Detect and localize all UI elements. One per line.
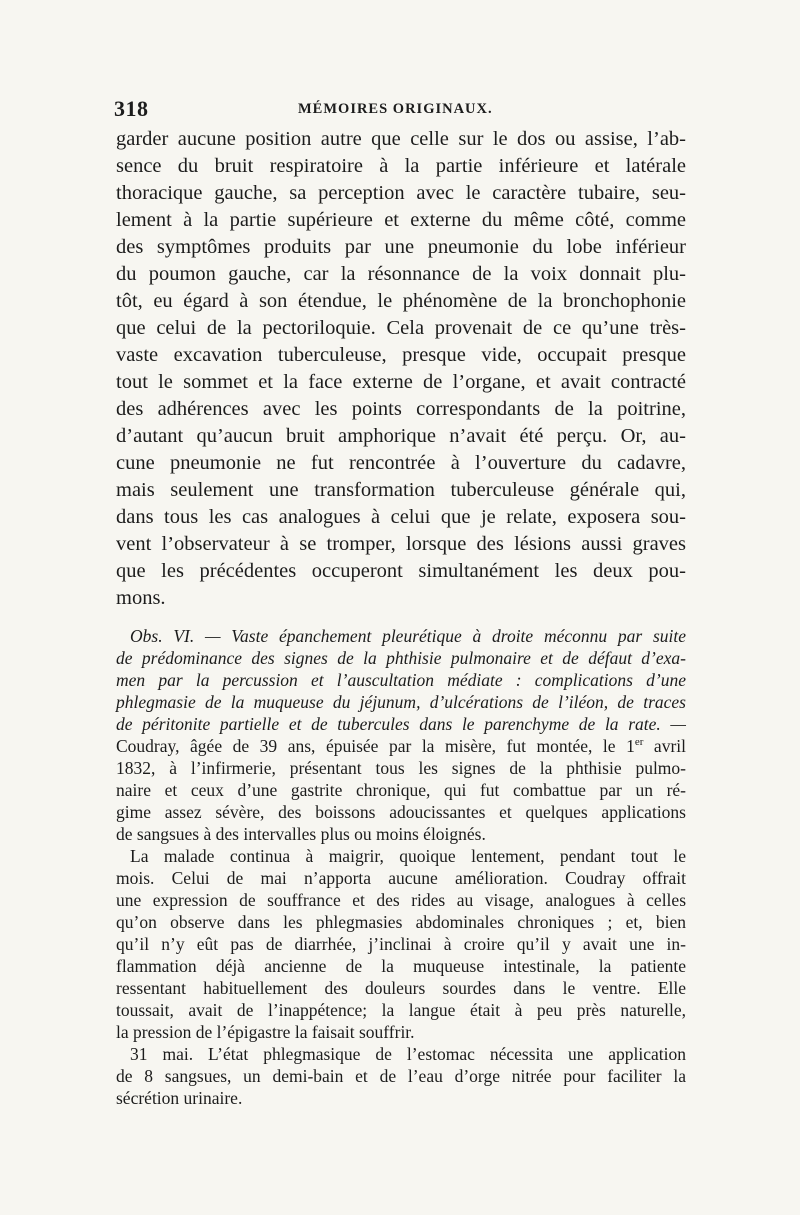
paragraph-line: de 8 sangsues, un demi-bain et de l’eau d’orge nitrée pour faciliter la — [116, 1066, 686, 1086]
text-line: que celui de la pectoriloquie. Cela provenait de ce qu’une très- — [116, 317, 686, 339]
text-line: des adhérences avec les points correspondants de la poitrine, — [116, 398, 686, 420]
case-line-text: Coudray, âgée de 39 ans, épuisée par la misère, fut montée, le 1 — [116, 736, 635, 756]
observation-heading-line: de péritonite partielle et de tubercules dans le parenchyme de la rate. — — [116, 714, 686, 734]
observation-section — [116, 625, 686, 1109]
paragraph-line: flammation déjà ancienne de la muqueuse intestinale, la patiente — [116, 956, 686, 976]
text-line: du poumon gauche, car la résonnance de la voix donnait plu- — [116, 263, 686, 285]
text-line: mons. — [116, 587, 166, 609]
case-line: gime assez sévère, des boissons adoucissantes et quelques applications — [116, 802, 686, 822]
case-line — [116, 735, 686, 757]
paragraph-line: La malade continua à maigrir, quoique lentement, pendant tout le — [130, 846, 686, 866]
paragraph-line: sécrétion urinaire. — [116, 1088, 243, 1108]
observation-heading-line: phlegmasie de la muqueuse du jéjunum, d’ulcérations de l’iléon, de traces — [116, 692, 686, 712]
paragraph-line: une expression de souffrance et des rides au visage, analogues à celles — [116, 890, 686, 910]
case-line: naire et ceux d’une gastrite chronique, qui fut combattue par un ré- — [116, 780, 686, 800]
text-line: d’autant qu’aucun bruit amphorique n’avait été perçu. Or, au- — [116, 425, 686, 447]
text-line: cune pneumonie ne fut rencontrée à l’ouverture du cadavre, — [116, 452, 686, 474]
paragraph-continuation — [116, 126, 686, 612]
paragraph-line: mois. Celui de mai n’apporta aucune amélioration. Coudray offrait — [116, 868, 686, 888]
text-line: sence du bruit respiratoire à la partie inférieure et latérale — [116, 155, 686, 177]
case-line: 1832, à l’infirmerie, présentant tous les signes de la phthisie pulmo- — [116, 758, 686, 778]
paragraph-line: la pression de l’épigastre la faisait souffrir. — [116, 1022, 415, 1042]
superscript-er: er — [634, 736, 644, 749]
paragraph-line: qu’il n’y eût pas de diarrhée, j’inclinai à croire qu’il y avait une in- — [116, 934, 686, 954]
page-number: 318 — [114, 96, 149, 121]
observation-heading-line: de prédominance des signes de la phthisie pulmonaire et de défaut d’exa- — [116, 648, 686, 668]
page-header — [116, 96, 686, 122]
text-line: vent l’observateur à se tromper, lorsque des lésions aussi graves — [116, 533, 686, 555]
text-line: mais seulement une transformation tuberculeuse générale qui, — [116, 479, 686, 501]
paragraph-line: ressentant habituellement des douleurs sourdes dans le ventre. Elle — [116, 978, 686, 998]
text-line: thoracique gauche, sa perception avec le caractère tubaire, seu- — [116, 182, 686, 204]
text-line: vaste excavation tuberculeuse, presque vide, occupait presque — [116, 344, 686, 366]
case-line: de sangsues à des intervalles plus ou moins éloignés. — [116, 824, 486, 844]
paragraph-line: 31 mai. L’état phlegmasique de l’estomac nécessita une application — [130, 1044, 686, 1064]
text-line: tout le sommet et la face externe de l’organe, et avait contracté — [116, 371, 686, 393]
text-line: dans tous les cas analogues à celui que je relate, exposera sou- — [116, 506, 686, 528]
case-line-text: avril — [643, 736, 686, 756]
book-page — [116, 96, 686, 1109]
text-line: lement à la partie supérieure et externe du même côté, comme — [116, 209, 686, 231]
observation-heading-line: Obs. VI. — Vaste épanchement pleurétique à droite méconnu par suite — [130, 626, 686, 646]
text-line: garder aucune position autre que celle sur le dos ou assise, l’ab- — [116, 128, 686, 150]
paragraph-line: qu’on observe dans les phlegmasies abdominales chroniques ; et, bien — [116, 912, 686, 932]
text-line: que les précédentes occuperont simultanément les deux pou- — [116, 560, 686, 582]
text-line: des symptômes produits par une pneumonie du lobe inférieur — [116, 236, 686, 258]
paragraph-line: toussait, avait de l’inappétence; la langue était à peu près naturelle, — [116, 1000, 686, 1020]
running-title: MÉMOIRES ORIGINAUX. — [298, 101, 493, 117]
observation-heading-line: men par la percussion et l’auscultation médiate : complications d’une — [116, 670, 686, 690]
text-line: tôt, eu égard à son étendue, le phénomène de la bronchophonie — [116, 290, 686, 312]
